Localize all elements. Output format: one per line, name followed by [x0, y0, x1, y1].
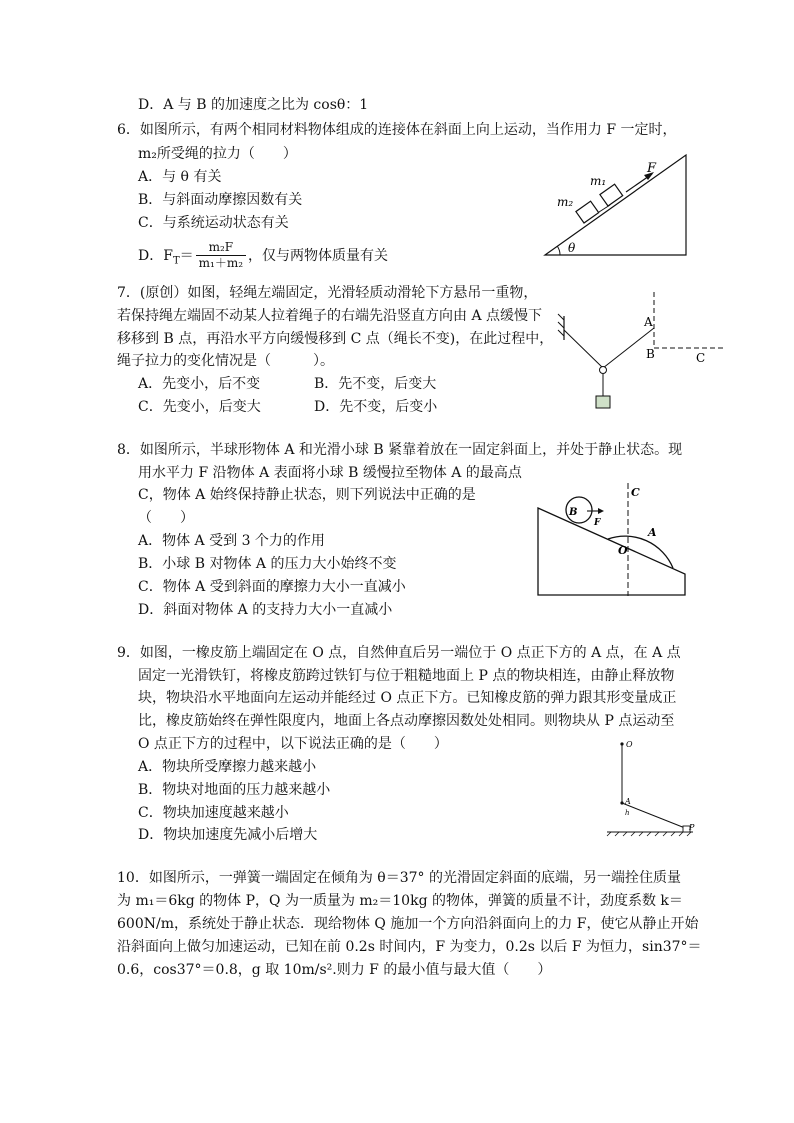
q8-force-arrowhead — [598, 508, 604, 514]
q9-stem-line5: O 点正下方的过程中，以下说法正确的是（ ） — [138, 736, 448, 752]
q6-label-m2: m₂ — [557, 195, 574, 209]
q7-label-c: C — [696, 351, 706, 365]
q7-label-a: A — [644, 315, 653, 329]
q10-stem-line3: 600N/m，系统处于静止状态．现给物体 Q 施加一个方向沿斜面向上的力 F，使它从静止开始 — [117, 916, 699, 932]
q9-label-h: h — [625, 809, 630, 817]
q9-band-slant — [622, 803, 685, 828]
q8-label-f: F — [594, 518, 601, 528]
q6-option-d-prefix: D．F — [138, 247, 173, 264]
q8-stem-line4: （ ） — [138, 510, 194, 526]
q6-label-theta: θ — [568, 241, 576, 255]
q7-pulley — [600, 367, 607, 374]
q9-stem-line1: 9．如图，一橡皮筋上端固定在 O 点，自然伸直后另一端位于 O 点正下方的 A 点，在 A 点 — [117, 645, 681, 661]
q9-stem-line4: 比，橡皮筋始终在弹性限度内，地面上各点动摩擦因数处处相同。则物块从 P 点运动至 — [138, 713, 675, 729]
q7-wall-hatch2 — [558, 322, 564, 328]
q8-label-b: B — [569, 507, 578, 518]
q7-rope-left — [564, 330, 603, 368]
q6-stem-line1: 6．如图所示，有两个相同材料物体组成的连接体在斜面上向上运动，当作用力 F 一定时， — [117, 122, 677, 138]
q9-option-d: D．物块加速度先减小后增大 — [138, 827, 318, 843]
q6-option-d — [138, 240, 388, 271]
q7-option-c: C．先变小，后变大 — [138, 399, 261, 415]
q7-option-b: B．先不变，后变大 — [314, 376, 437, 392]
q5-option-d: D．A 与 B 的加速度之比为 cosθ：1 — [138, 97, 369, 113]
q8-stem-line3: C，物体 A 始终保持静止状态，则下列说法中正确的是 — [138, 487, 476, 503]
q8-label-c: C — [631, 486, 640, 499]
q6-option-b: B．与斜面动摩擦因数有关 — [138, 192, 303, 208]
q6-option-d-eq: ＝ — [179, 247, 194, 264]
q8-option-c: C．物体 A 受到斜面的摩擦力大小一直减小 — [138, 579, 406, 595]
q6-option-c: C．与系统运动状态有关 — [138, 215, 289, 231]
q9-label-a: A — [625, 797, 631, 806]
q8-option-b: B．小球 B 对物体 A 的压力大小始终不变 — [138, 556, 397, 572]
q6-option-a: A．与 θ 有关 — [138, 169, 222, 185]
q10-stem-line2: 为 m₁＝6kg 的物体 P，Q 为一质量为 m₂＝10kg 的物体，弹簧的质量不计，劲度系数 k＝ — [117, 893, 683, 909]
q9-stem-line2: 固定一光滑铁钉，将橡皮筋跨过铁钉与位于粗糙地面上 P 点的物块相连，由静止释放物 — [138, 668, 675, 684]
q7-wall-hatch3 — [558, 330, 564, 336]
q9-ground-hatch — [607, 832, 691, 836]
q6-stem-line2: m₂所受绳的拉力（ ） — [138, 146, 297, 162]
q10-stem-line1: 10．如图所示，一弹簧一端固定在倾角为 θ＝37° 的光滑固定斜面的底端，另一端拴住质量 — [117, 870, 681, 886]
q6-angle-arc — [558, 247, 561, 256]
q8-option-a: A．物体 A 受到 3 个力的作用 — [138, 533, 325, 549]
q7-wall-hatch1 — [558, 314, 564, 320]
q6-incline-figure — [540, 150, 690, 260]
q8-stem-line1: 8．如图所示，半球形物体 A 和光滑小球 B 紧靠着放在一固定斜面上，并处于静止状态。现 — [117, 442, 683, 458]
q9-label-o: O — [626, 740, 633, 749]
q7-pulley-figure — [560, 290, 730, 415]
q9-stem-line3: 块，物块沿水平地面向左运动并能经过 O 点正下方。已知橡皮筋的弹力跟其形变量成正 — [138, 690, 677, 706]
q6-fraction-denominator: m₁＋m₂ — [198, 256, 244, 270]
q9-option-b: B．物块对地面的压力越来越小 — [138, 782, 331, 798]
q6-label-f: F — [647, 161, 657, 176]
q7-stem-line2: 若保持绳左端固不动某人拉着绳子的右端先沿竖直方向由 A 点缓慢下 — [117, 308, 543, 324]
q7-label-b: B — [646, 347, 655, 361]
q6-fraction — [196, 240, 246, 271]
q8-label-o: O — [618, 544, 628, 557]
q9-label-p: P — [689, 823, 695, 832]
q8-stem-line2: 用水平力 F 沿物体 A 表面将小球 B 缓慢拉至物体 A 的最高点 — [138, 465, 522, 481]
q6-option-d-sub: T — [172, 255, 180, 267]
q8-option-d: D．斜面对物体 A 的支持力大小一直减小 — [138, 602, 393, 618]
q9-rubber-band-figure — [605, 736, 700, 838]
q7-option-d: D．先不变，后变小 — [314, 399, 438, 415]
q10-stem-line4: 沿斜面向上做匀加速运动，已知在前 0.2s 时间内，F 为变力，0.2s 以后 F 为恒力，sin37°＝ — [117, 939, 702, 955]
q6-fraction-numerator: m₂F — [196, 240, 246, 256]
q8-hemisphere-figure — [535, 478, 690, 598]
q7-weight — [596, 396, 610, 408]
q7-option-a: A．先变小，后不变 — [138, 376, 261, 392]
q9-option-c: C．物块加速度越来越小 — [138, 805, 289, 821]
q7-stem-line4: 绳子拉力的变化情况是（ ）。 — [117, 353, 334, 369]
q8-label-a: A — [648, 526, 657, 539]
q7-stem-line3: 移移到 B 点，再沿水平方向缓慢移到 C 点（绳长不变)，在此过程中， — [117, 331, 554, 347]
q9-option-a: A．物块所受摩擦力越来越小 — [138, 759, 317, 775]
q6-label-m1: m₁ — [590, 174, 607, 188]
q10-stem-line5: 0.6，cos37°＝0.8，g 取 10m/s².则力 F 的最小值与最大值（ ） — [117, 962, 552, 978]
q6-option-d-suffix: ，仅与两物体质量有关 — [248, 247, 389, 264]
q7-stem-line1: 7．(原创）如图，轻绳左端固定，光滑轻质动滑轮下方悬吊一重物， — [117, 285, 538, 301]
